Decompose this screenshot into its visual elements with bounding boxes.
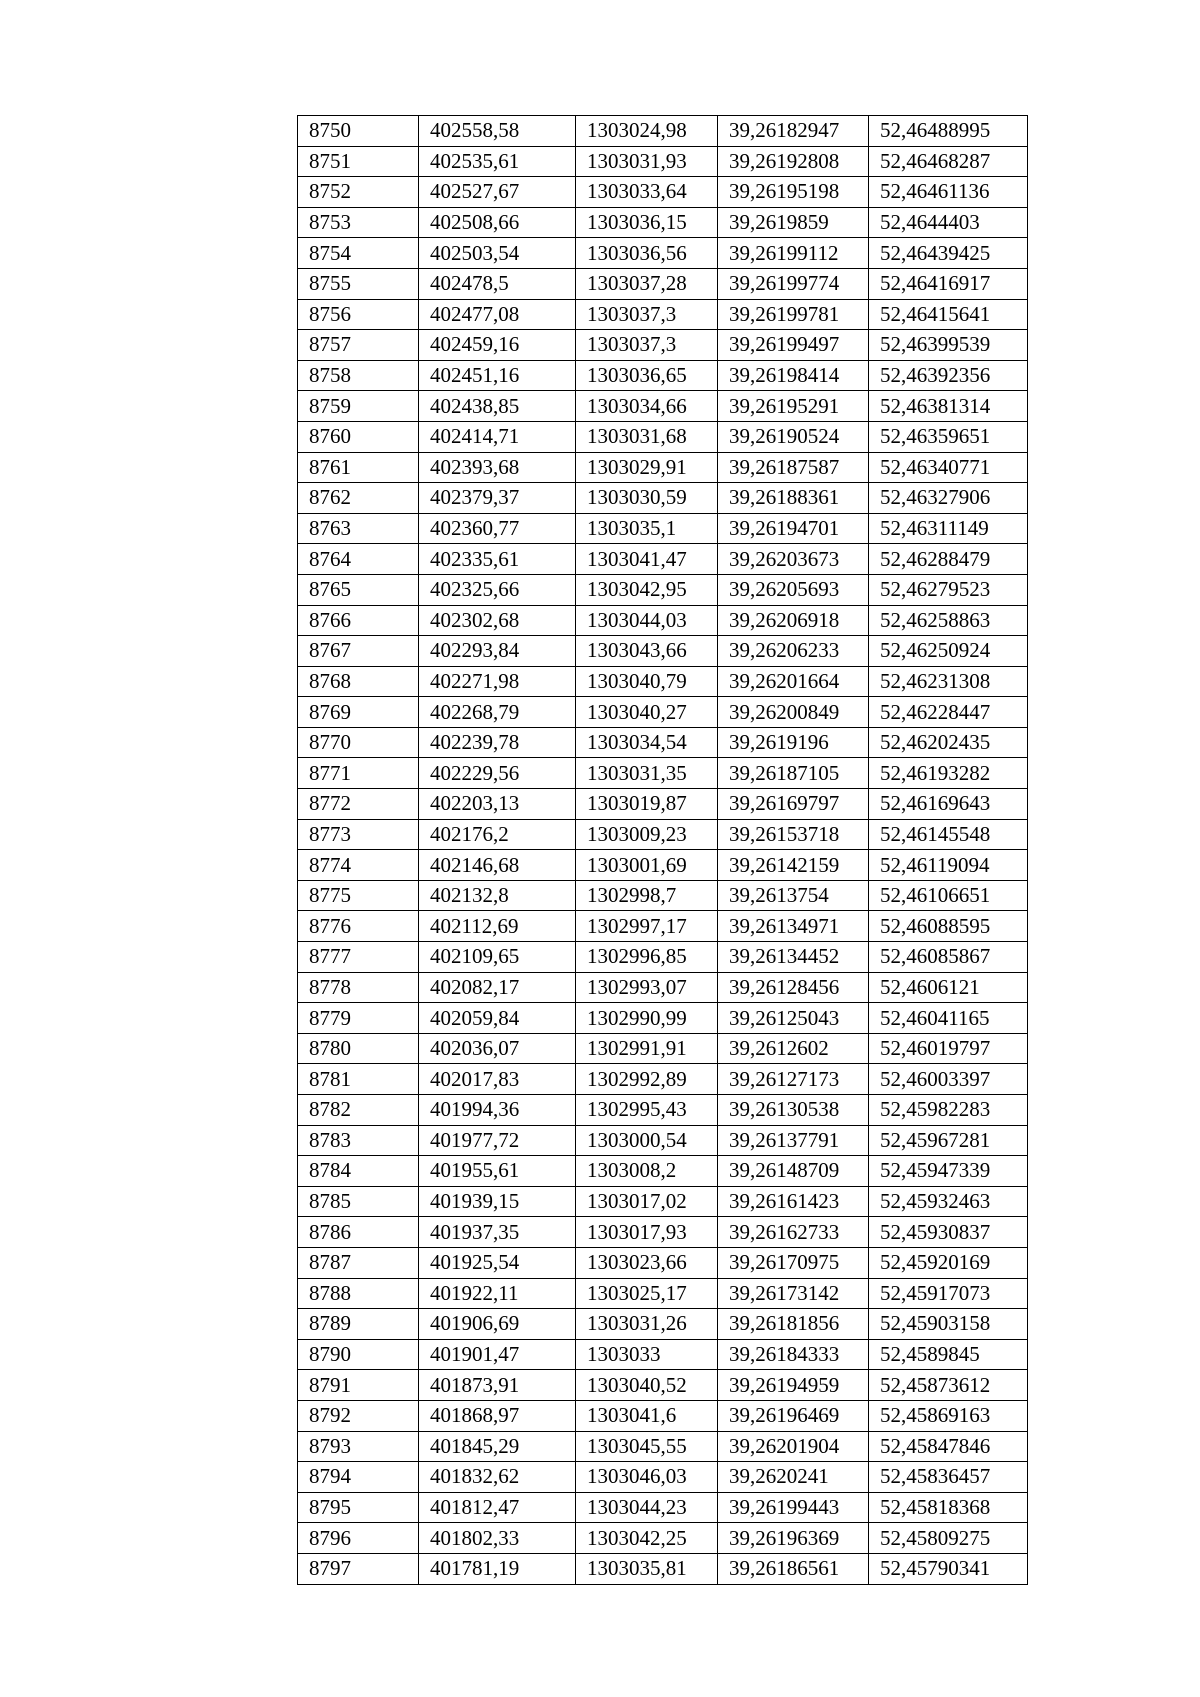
y-coordinate-cell: 1303037,28 [576,268,718,299]
x-coordinate-cell: 402268,79 [419,697,576,728]
latitude-cell: 39,26199497 [718,330,869,361]
point-number-cell: 8786 [298,1217,419,1248]
latitude-cell: 39,26187105 [718,758,869,789]
table-row [298,1339,1028,1370]
table-row [298,789,1028,820]
longitude-cell: 52,45903158 [869,1309,1028,1340]
table-row [298,299,1028,330]
point-number-cell: 8775 [298,880,419,911]
x-coordinate-cell: 402017,83 [419,1064,576,1095]
latitude-cell: 39,26194959 [718,1370,869,1401]
table-row [298,697,1028,728]
latitude-cell: 39,26199112 [718,238,869,269]
x-coordinate-cell: 402271,98 [419,666,576,697]
table-row [298,1003,1028,1034]
y-coordinate-cell: 1303041,6 [576,1400,718,1431]
x-coordinate-cell: 402229,56 [419,758,576,789]
y-coordinate-cell: 1302993,07 [576,972,718,1003]
x-coordinate-cell: 402508,66 [419,207,576,238]
latitude-cell: 39,2619196 [718,727,869,758]
point-number-cell: 8788 [298,1278,419,1309]
latitude-cell: 39,26199774 [718,268,869,299]
y-coordinate-cell: 1303040,27 [576,697,718,728]
longitude-cell: 52,45932463 [869,1186,1028,1217]
point-number-cell: 8754 [298,238,419,269]
point-number-cell: 8756 [298,299,419,330]
table-row [298,360,1028,391]
longitude-cell: 52,46416917 [869,268,1028,299]
x-coordinate-cell: 401922,11 [419,1278,576,1309]
y-coordinate-cell: 1303000,54 [576,1125,718,1156]
y-coordinate-cell: 1303044,23 [576,1492,718,1523]
point-number-cell: 8789 [298,1309,419,1340]
longitude-cell: 52,46202435 [869,727,1028,758]
longitude-cell: 52,45947339 [869,1156,1028,1187]
table-row [298,330,1028,361]
point-number-cell: 8795 [298,1492,419,1523]
latitude-cell: 39,26201664 [718,666,869,697]
x-coordinate-cell: 402459,16 [419,330,576,361]
table-row [298,421,1028,452]
point-number-cell: 8763 [298,513,419,544]
longitude-cell: 52,45836457 [869,1462,1028,1493]
longitude-cell: 52,46228447 [869,697,1028,728]
latitude-cell: 39,26134971 [718,911,869,942]
y-coordinate-cell: 1303019,87 [576,789,718,820]
table-row [298,513,1028,544]
longitude-cell: 52,46085867 [869,942,1028,973]
latitude-cell: 39,26173142 [718,1278,869,1309]
table-row [298,238,1028,269]
longitude-cell: 52,46399539 [869,330,1028,361]
y-coordinate-cell: 1302996,85 [576,942,718,973]
table-row [298,268,1028,299]
x-coordinate-cell: 402478,5 [419,268,576,299]
point-number-cell: 8753 [298,207,419,238]
table-row [298,177,1028,208]
point-number-cell: 8773 [298,819,419,850]
point-number-cell: 8774 [298,850,419,881]
x-coordinate-cell: 402360,77 [419,513,576,544]
x-coordinate-cell: 402176,2 [419,819,576,850]
longitude-cell: 52,46119094 [869,850,1028,881]
table-row [298,483,1028,514]
y-coordinate-cell: 1303037,3 [576,330,718,361]
x-coordinate-cell: 402059,84 [419,1003,576,1034]
latitude-cell: 39,26161423 [718,1186,869,1217]
y-coordinate-cell: 1303008,2 [576,1156,718,1187]
latitude-cell: 39,26186561 [718,1553,869,1584]
point-number-cell: 8757 [298,330,419,361]
latitude-cell: 39,26162733 [718,1217,869,1248]
latitude-cell: 39,26128456 [718,972,869,1003]
longitude-cell: 52,46288479 [869,544,1028,575]
point-number-cell: 8776 [298,911,419,942]
x-coordinate-cell: 401868,97 [419,1400,576,1431]
longitude-cell: 52,46145548 [869,819,1028,850]
x-coordinate-cell: 402477,08 [419,299,576,330]
y-coordinate-cell: 1303031,93 [576,146,718,177]
table-row [298,544,1028,575]
latitude-cell: 39,26201904 [718,1431,869,1462]
latitude-cell: 39,2613754 [718,880,869,911]
table-row [298,850,1028,881]
point-number-cell: 8791 [298,1370,419,1401]
longitude-cell: 52,46381314 [869,391,1028,422]
longitude-cell: 52,46169643 [869,789,1028,820]
latitude-cell: 39,26127173 [718,1064,869,1095]
coordinates-table-body [298,116,1028,1585]
y-coordinate-cell: 1303001,69 [576,850,718,881]
table-row [298,1247,1028,1278]
table-row [298,636,1028,667]
latitude-cell: 39,26169797 [718,789,869,820]
y-coordinate-cell: 1303029,91 [576,452,718,483]
point-number-cell: 8796 [298,1523,419,1554]
longitude-cell: 52,46279523 [869,574,1028,605]
longitude-cell: 52,45790341 [869,1553,1028,1584]
x-coordinate-cell: 401906,69 [419,1309,576,1340]
point-number-cell: 8770 [298,727,419,758]
longitude-cell: 52,46003397 [869,1064,1028,1095]
longitude-cell: 52,46359651 [869,421,1028,452]
x-coordinate-cell: 402558,58 [419,116,576,147]
point-number-cell: 8778 [298,972,419,1003]
latitude-cell: 39,26203673 [718,544,869,575]
latitude-cell: 39,26194701 [718,513,869,544]
longitude-cell: 52,4606121 [869,972,1028,1003]
x-coordinate-cell: 402036,07 [419,1033,576,1064]
latitude-cell: 39,26137791 [718,1125,869,1156]
latitude-cell: 39,26181856 [718,1309,869,1340]
y-coordinate-cell: 1303017,02 [576,1186,718,1217]
x-coordinate-cell: 402132,8 [419,880,576,911]
point-number-cell: 8771 [298,758,419,789]
point-number-cell: 8765 [298,574,419,605]
x-coordinate-cell: 402082,17 [419,972,576,1003]
y-coordinate-cell: 1302992,89 [576,1064,718,1095]
y-coordinate-cell: 1303031,68 [576,421,718,452]
y-coordinate-cell: 1303023,66 [576,1247,718,1278]
point-number-cell: 8769 [298,697,419,728]
y-coordinate-cell: 1302991,91 [576,1033,718,1064]
table-row [298,207,1028,238]
latitude-cell: 39,26153718 [718,819,869,850]
latitude-cell: 39,2620241 [718,1462,869,1493]
table-row [298,1033,1028,1064]
point-number-cell: 8768 [298,666,419,697]
longitude-cell: 52,45847846 [869,1431,1028,1462]
x-coordinate-cell: 402293,84 [419,636,576,667]
latitude-cell: 39,26188361 [718,483,869,514]
table-row [298,146,1028,177]
x-coordinate-cell: 402438,85 [419,391,576,422]
longitude-cell: 52,4589845 [869,1339,1028,1370]
latitude-cell: 39,26187587 [718,452,869,483]
y-coordinate-cell: 1303033,64 [576,177,718,208]
longitude-cell: 52,46231308 [869,666,1028,697]
point-number-cell: 8793 [298,1431,419,1462]
x-coordinate-cell: 402503,54 [419,238,576,269]
point-number-cell: 8764 [298,544,419,575]
longitude-cell: 52,45967281 [869,1125,1028,1156]
point-number-cell: 8790 [298,1339,419,1370]
longitude-cell: 52,46250924 [869,636,1028,667]
longitude-cell: 52,45809275 [869,1523,1028,1554]
y-coordinate-cell: 1303036,65 [576,360,718,391]
longitude-cell: 52,46019797 [869,1033,1028,1064]
table-row [298,1370,1028,1401]
point-number-cell: 8777 [298,942,419,973]
y-coordinate-cell: 1303035,81 [576,1553,718,1584]
longitude-cell: 52,46041165 [869,1003,1028,1034]
x-coordinate-cell: 401845,29 [419,1431,576,1462]
x-coordinate-cell: 401977,72 [419,1125,576,1156]
y-coordinate-cell: 1303046,03 [576,1462,718,1493]
x-coordinate-cell: 402302,68 [419,605,576,636]
y-coordinate-cell: 1303033 [576,1339,718,1370]
table-row [298,911,1028,942]
latitude-cell: 39,26199443 [718,1492,869,1523]
latitude-cell: 39,26182947 [718,116,869,147]
point-number-cell: 8794 [298,1462,419,1493]
latitude-cell: 39,2612602 [718,1033,869,1064]
latitude-cell: 39,26134452 [718,942,869,973]
longitude-cell: 52,45818368 [869,1492,1028,1523]
point-number-cell: 8758 [298,360,419,391]
table-row [298,1156,1028,1187]
point-number-cell: 8787 [298,1247,419,1278]
table-row [298,1217,1028,1248]
x-coordinate-cell: 401925,54 [419,1247,576,1278]
x-coordinate-cell: 402527,67 [419,177,576,208]
point-number-cell: 8755 [298,268,419,299]
longitude-cell: 52,46439425 [869,238,1028,269]
point-number-cell: 8781 [298,1064,419,1095]
y-coordinate-cell: 1303017,93 [576,1217,718,1248]
y-coordinate-cell: 1303035,1 [576,513,718,544]
longitude-cell: 52,45930837 [869,1217,1028,1248]
longitude-cell: 52,46488995 [869,116,1028,147]
table-row [298,1431,1028,1462]
x-coordinate-cell: 401781,19 [419,1553,576,1584]
longitude-cell: 52,46340771 [869,452,1028,483]
table-row [298,452,1028,483]
y-coordinate-cell: 1303009,23 [576,819,718,850]
longitude-cell: 52,46468287 [869,146,1028,177]
table-row [298,574,1028,605]
longitude-cell: 52,46088595 [869,911,1028,942]
longitude-cell: 52,46461136 [869,177,1028,208]
longitude-cell: 52,46327906 [869,483,1028,514]
point-number-cell: 8780 [298,1033,419,1064]
y-coordinate-cell: 1303031,26 [576,1309,718,1340]
y-coordinate-cell: 1302998,7 [576,880,718,911]
latitude-cell: 39,26200849 [718,697,869,728]
x-coordinate-cell: 402414,71 [419,421,576,452]
longitude-cell: 52,45917073 [869,1278,1028,1309]
longitude-cell: 52,46415641 [869,299,1028,330]
y-coordinate-cell: 1303040,79 [576,666,718,697]
longitude-cell: 52,46392356 [869,360,1028,391]
x-coordinate-cell: 402146,68 [419,850,576,881]
latitude-cell: 39,26198414 [718,360,869,391]
table-row [298,1492,1028,1523]
table-row [298,942,1028,973]
y-coordinate-cell: 1303041,47 [576,544,718,575]
table-row [298,391,1028,422]
table-row [298,1462,1028,1493]
y-coordinate-cell: 1303036,15 [576,207,718,238]
x-coordinate-cell: 401832,62 [419,1462,576,1493]
y-coordinate-cell: 1303025,17 [576,1278,718,1309]
y-coordinate-cell: 1303034,54 [576,727,718,758]
longitude-cell: 52,46311149 [869,513,1028,544]
x-coordinate-cell: 402109,65 [419,942,576,973]
point-number-cell: 8779 [298,1003,419,1034]
point-number-cell: 8792 [298,1400,419,1431]
x-coordinate-cell: 401937,35 [419,1217,576,1248]
x-coordinate-cell: 401873,91 [419,1370,576,1401]
x-coordinate-cell: 402451,16 [419,360,576,391]
y-coordinate-cell: 1303042,95 [576,574,718,605]
latitude-cell: 39,26184333 [718,1339,869,1370]
table-row [298,1064,1028,1095]
longitude-cell: 52,46106651 [869,880,1028,911]
x-coordinate-cell: 402335,61 [419,544,576,575]
longitude-cell: 52,45873612 [869,1370,1028,1401]
table-row [298,1278,1028,1309]
latitude-cell: 39,26206233 [718,636,869,667]
latitude-cell: 39,26196469 [718,1400,869,1431]
point-number-cell: 8766 [298,605,419,636]
table-row [298,116,1028,147]
y-coordinate-cell: 1302990,99 [576,1003,718,1034]
point-number-cell: 8767 [298,636,419,667]
x-coordinate-cell: 401812,47 [419,1492,576,1523]
y-coordinate-cell: 1303044,03 [576,605,718,636]
latitude-cell: 39,26190524 [718,421,869,452]
point-number-cell: 8751 [298,146,419,177]
x-coordinate-cell: 402203,13 [419,789,576,820]
y-coordinate-cell: 1303034,66 [576,391,718,422]
latitude-cell: 39,26196369 [718,1523,869,1554]
coordinates-table [297,115,1028,1585]
y-coordinate-cell: 1303045,55 [576,1431,718,1462]
y-coordinate-cell: 1303024,98 [576,116,718,147]
table-row [298,819,1028,850]
table-row [298,880,1028,911]
x-coordinate-cell: 402393,68 [419,452,576,483]
point-number-cell: 8772 [298,789,419,820]
latitude-cell: 39,26170975 [718,1247,869,1278]
y-coordinate-cell: 1303037,3 [576,299,718,330]
table-row [298,666,1028,697]
latitude-cell: 39,26125043 [718,1003,869,1034]
point-number-cell: 8782 [298,1095,419,1126]
point-number-cell: 8762 [298,483,419,514]
latitude-cell: 39,26199781 [718,299,869,330]
longitude-cell: 52,46193282 [869,758,1028,789]
longitude-cell: 52,45869163 [869,1400,1028,1431]
longitude-cell: 52,4644403 [869,207,1028,238]
latitude-cell: 39,26148709 [718,1156,869,1187]
x-coordinate-cell: 402535,61 [419,146,576,177]
y-coordinate-cell: 1303031,35 [576,758,718,789]
y-coordinate-cell: 1302997,17 [576,911,718,942]
latitude-cell: 39,26142159 [718,850,869,881]
table-row [298,1095,1028,1126]
latitude-cell: 39,26206918 [718,605,869,636]
y-coordinate-cell: 1302995,43 [576,1095,718,1126]
latitude-cell: 39,26195291 [718,391,869,422]
latitude-cell: 39,26205693 [718,574,869,605]
point-number-cell: 8759 [298,391,419,422]
x-coordinate-cell: 401994,36 [419,1095,576,1126]
x-coordinate-cell: 401939,15 [419,1186,576,1217]
y-coordinate-cell: 1303042,25 [576,1523,718,1554]
y-coordinate-cell: 1303030,59 [576,483,718,514]
latitude-cell: 39,26130538 [718,1095,869,1126]
y-coordinate-cell: 1303040,52 [576,1370,718,1401]
table-row [298,1309,1028,1340]
x-coordinate-cell: 402379,37 [419,483,576,514]
point-number-cell: 8797 [298,1553,419,1584]
table-row [298,972,1028,1003]
point-number-cell: 8783 [298,1125,419,1156]
x-coordinate-cell: 401955,61 [419,1156,576,1187]
point-number-cell: 8784 [298,1156,419,1187]
point-number-cell: 8761 [298,452,419,483]
longitude-cell: 52,45920169 [869,1247,1028,1278]
table-row [298,1553,1028,1584]
x-coordinate-cell: 401802,33 [419,1523,576,1554]
latitude-cell: 39,26195198 [718,177,869,208]
table-row [298,1125,1028,1156]
point-number-cell: 8750 [298,116,419,147]
point-number-cell: 8752 [298,177,419,208]
table-row [298,758,1028,789]
latitude-cell: 39,2619859 [718,207,869,238]
table-row [298,1400,1028,1431]
x-coordinate-cell: 402112,69 [419,911,576,942]
table-row [298,1523,1028,1554]
point-number-cell: 8785 [298,1186,419,1217]
table-row [298,1186,1028,1217]
x-coordinate-cell: 401901,47 [419,1339,576,1370]
x-coordinate-cell: 402239,78 [419,727,576,758]
table-row [298,727,1028,758]
latitude-cell: 39,26192808 [718,146,869,177]
y-coordinate-cell: 1303043,66 [576,636,718,667]
table-row [298,605,1028,636]
y-coordinate-cell: 1303036,56 [576,238,718,269]
longitude-cell: 52,46258863 [869,605,1028,636]
x-coordinate-cell: 402325,66 [419,574,576,605]
longitude-cell: 52,45982283 [869,1095,1028,1126]
point-number-cell: 8760 [298,421,419,452]
